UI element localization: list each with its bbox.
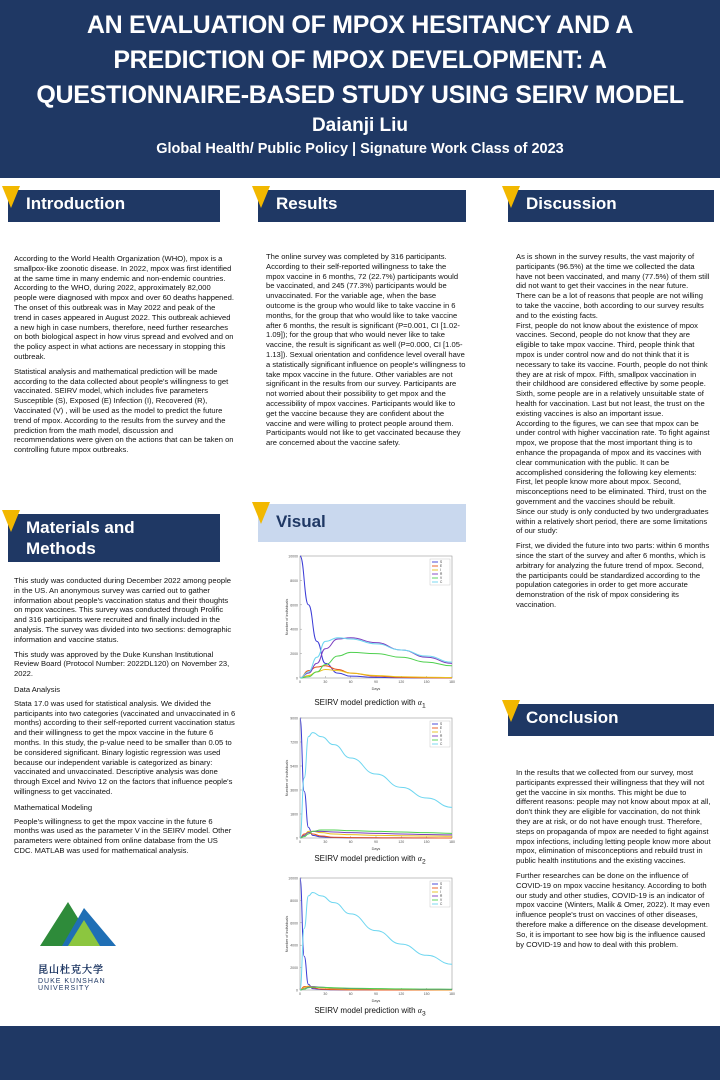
- legend-label: V: [440, 576, 443, 581]
- chart-caption: SEIRV model prediction with $\alpha_2$: [314, 854, 426, 866]
- discussion-heading: Discussion: [508, 190, 714, 222]
- poster-footer: [0, 1026, 720, 1080]
- x-tick-label: 180: [449, 680, 455, 684]
- y-axis-label: Number of individuals: [285, 598, 289, 636]
- legend-label: C: [440, 902, 443, 907]
- discussion-paragraph: According to the figures, we can see that mpox can be under control with higher vaccination rate. To fight against mpox, we propose that the most important thing is to enhance the propaganda of mpox and its vaccines with clear communication with the public. It can be accomplished considering the following key elements:: [516, 418, 710, 477]
- plot-area: [300, 878, 452, 990]
- title-line: QUESTIONNAIRE-BASED STUDY USING SEIRV MODEL: [36, 81, 684, 109]
- y-tick-label: 3600: [290, 788, 298, 793]
- results-heading: Results: [258, 190, 466, 222]
- introduction-heading: Introduction: [8, 190, 220, 222]
- y-tick-label: 10000: [288, 554, 298, 559]
- methods-paragraph: This study was approved by the Duke Kunshan Institutional Review Board (Protocol Number: 2022DL120) on November 23, 2022.: [14, 649, 230, 679]
- introduction-text: [14, 254, 234, 460]
- methods-paragraph: This study was conducted during December 2022 among people in the US. An anonymous survey was carried out to gather information about people's vaccination status and their thoughts on mpox vaccines. This survey was conducted through Prolific and 316 participants were recruited and finally included in the analysis. The survey was divided into two sections: demographic information and vaccine status.: [14, 576, 232, 644]
- legend-label: E: [440, 564, 443, 569]
- x-tick-label: 150: [423, 840, 430, 844]
- plot-area: [300, 718, 452, 838]
- title-line: PREDICTION OF MPOX DEVELOPMENT: A: [113, 46, 607, 74]
- x-tick-label: 120: [398, 680, 405, 684]
- logo-english-line: DUKE KUNSHAN: [38, 978, 106, 985]
- discussion-paragraph: As is shown in the survey results, the vast majority of participants (96.5%) at the time we collected the data have not been vaccinated, and many (77.5%) of them still did not want to get their vaccines in the near future. There can be a lot of reasons that people are not willing to take the vaccine, both according to our survey results and to the existing facts.: [516, 252, 710, 320]
- title-line: AN EVALUATION OF MPOX HESITANCY AND A: [86, 11, 634, 39]
- intro-paragraph: According to the World Health Organization (WHO), mpox is a smallpox-like zoonotic disease. In 2022, mpox was first identified at the same time in many endemic and non-endemic countries. According to the WHO, during 2022, approximately 82,000 people were diagnosed with mpox and over 60 deaths happened. The onset of this outbreak was in May 2022 and peak of the trend in cases appeared in August 2022. This outbreak achieved a new high in case numbers, therefore, need further researches on both biological aspect in how virus spread and evolved and on the policy aspect in what actions are necessary in stopping this outbreak.: [14, 254, 234, 361]
- x-tick-label: 0: [299, 992, 301, 996]
- poster-title: [0, 0, 720, 113]
- affiliation: Global Health/ Public Policy | Signature Work Class of 2023: [156, 141, 564, 157]
- x-tick-label: 120: [398, 992, 405, 996]
- y-tick-label: 0: [296, 836, 298, 841]
- y-tick-label: 2000: [290, 966, 298, 971]
- poster-header: [0, 0, 720, 178]
- y-tick-label: 8000: [290, 578, 298, 583]
- triangle-marker-icon: [252, 186, 270, 208]
- y-tick-label: 2000: [290, 652, 298, 657]
- legend-label: C: [440, 742, 443, 747]
- legend-label: R: [440, 734, 443, 739]
- x-tick-label: 60: [348, 992, 353, 996]
- seirv-chart-alpha1: [282, 550, 458, 692]
- discussion-paragraph: Since our study is only conducted by two undergraduates within a relatively short period, there are some limitations of our study:: [516, 506, 709, 536]
- triangle-marker-icon: [502, 700, 520, 722]
- chart-caption: SEIRV model prediction with $\alpha_1$: [314, 698, 426, 710]
- legend-label: I: [440, 568, 441, 573]
- discussion-paragraph: First, we divided the future into two parts: within 6 months since the start of the survey and after 6 months, which is arbitrary for analyzing the future trend of mpox. Second, the participants could be standardized according to the population categories in order to get more accurate demonstration of the risk of mpox considering its vaccination.: [516, 541, 710, 609]
- x-tick-label: 150: [423, 992, 430, 996]
- y-tick-label: 8000: [290, 898, 298, 903]
- x-tick-label: 90: [374, 680, 378, 684]
- logo-mountain-icon: [38, 894, 118, 952]
- chart-caption: SEIRV model prediction with $\alpha_3$: [314, 1006, 426, 1018]
- y-tick-label: 7200: [290, 740, 298, 745]
- x-axis-label: Days: [371, 999, 381, 1003]
- legend-label: I: [440, 730, 441, 735]
- legend-label: R: [440, 894, 443, 899]
- conclusion-paragraph: Further researches can be done on the influence of COVID-19 on mpox vaccine hesitancy. According to both our study and other studies, COVID-19 is an indicator of mpox vaccine (Winters, Malik & Omer, 2022). It may even influence people's trust on vaccines of other diseases, therefore make a difference on the disease development. So, it is important to see how big is the influence caused by COVID-19 and how to deal with this problem.: [516, 870, 710, 949]
- y-tick-label: 4000: [290, 943, 298, 948]
- x-tick-label: 180: [449, 840, 455, 844]
- y-tick-label: 6000: [290, 921, 298, 926]
- triangle-marker-icon: [252, 502, 270, 524]
- discussion-paragraph: First, let people know more about mpox. Second, misconceptions need to be eliminated. Third, trust on the government and the vaccines should be rebuilt.: [516, 477, 707, 506]
- logo-chinese-name: 昆山杜克大学: [38, 965, 104, 976]
- methods-heading: Materials and Methods: [8, 514, 220, 562]
- conclusion-paragraph: In the results that we collected from our survey, most participants expressed their willingness that they will not get the vaccine in six months. This might be due to different reasons: people may not know about mpox at all, don't think they are eligible for vaccination, do not think they are at risk, or do not have enough trust. Therefore, steps on propaganda of mpox are needed to fight against mpox infections, including letting people know more about mpox, elimination of misconceptions and rebuild trust in public health institutions and the existing vaccines.: [516, 768, 711, 866]
- x-axis-label: Days: [371, 847, 381, 851]
- methods-subheading: Data Analysis: [14, 684, 61, 694]
- x-tick-label: 30: [323, 840, 328, 844]
- triangle-marker-icon: [2, 186, 20, 208]
- conclusion-text: [516, 768, 712, 954]
- methods-paragraph: Stata 17.0 was used for statistical analysis. We divided the participants into two categories (vaccinated and unvaccinated in 6 months) according to their self-reported current vaccination status and their willingness to get the mpox vaccine in the future 6 months. In this study, the p-value need to be smaller than 0.05 to be considered significant. Binary logistic regression was used because our independent variable is categorized as binary: vaccinated and unvaccinated. Descriptive analysis was done through Excel and Nvivo 12 on the factors that influence people's willingness to get vaccinated.: [14, 698, 236, 796]
- x-tick-label: 0: [299, 680, 301, 684]
- x-tick-label: 60: [348, 840, 353, 844]
- legend-label: V: [440, 898, 443, 903]
- methods-subheading: Mathematical Modeling: [14, 802, 93, 812]
- x-tick-label: 60: [348, 680, 353, 684]
- dku-logo: [38, 894, 118, 1014]
- author-name: Daianji Liu: [311, 115, 409, 136]
- results-text: [266, 252, 466, 453]
- discussion-paragraph: First, people do not know about the existence of mpox vaccines. Second, people do not know that they are eligible to take mpox vaccine. Third, people think that mpox is under control now and do not think that it is necessary to take its vaccine. Fourth, people do not think they are at risk of mpox. Fifth, smallpox vaccination in their childhood are considered effective by some people. Sixth, some people are in a relatively unsuitable state of health for vaccination. Last but not least, the trust on the existing vaccines is also an important issue.: [516, 320, 708, 418]
- results-paragraph: The online survey was completed by 316 participants. According to their self-reported willingness to take the mpox vaccine in 6 months, 72 (22.7%) participants would be vaccinated, and 245 (77.3%) participants would be unvaccinated. For the variable age, when the base outcome is the group who would like to take vaccine in 6 months, for the group that who would like to take vaccine after 6 months, the result is significant (P=0.001, CI [1.02-1.09]); for the group that who would never like to take vaccine, the result is significant as well (P=0.000, CI [1.05-1.13]). Sexual orientation and confidence level overall have a statistically significant influence on people's willingness to take mpox vaccine in the future. Other variables are not significant in the results from our survey. Participants are not worried about their possibility to get mpox and the accessibility of mpox vaccines. Participants would like to get the vaccine because they are confident about the vaccine and were willing to protect people around them. Participants would not like to get vaccinated because they are concerned about the vaccine safety.: [266, 252, 466, 448]
- x-axis-label: Days: [371, 687, 381, 691]
- legend-label: V: [440, 738, 443, 743]
- triangle-marker-icon: [502, 186, 520, 208]
- intro-paragraph: Statistical analysis and mathematical prediction will be made according to the data collected about people's willingness to get vaccinated. SEIRV model, which includes five parameters Susceptible (S), Exposed (E) Infection (I), Recovered (R), Vaccinated (V) , will be used as the model to predict the future trend of mpox. According to the results from the survey and the prediction from the math model, discussion and recommendations were given on the actions that can be taken on controlling future mpox outbreaks.: [14, 366, 234, 455]
- seirv-chart-alpha3: [282, 872, 458, 1004]
- legend-label: E: [440, 726, 443, 731]
- methods-text: [14, 576, 236, 861]
- x-tick-label: 120: [398, 840, 405, 844]
- legend-label: E: [440, 886, 443, 891]
- legend-label: S: [440, 722, 443, 727]
- y-tick-label: 0: [296, 988, 298, 993]
- y-tick-label: 6000: [290, 603, 298, 608]
- triangle-marker-icon: [2, 510, 20, 532]
- legend-label: C: [440, 580, 443, 585]
- y-tick-label: 10000: [288, 876, 298, 881]
- x-tick-label: 180: [449, 992, 455, 996]
- y-tick-label: 9000: [290, 716, 298, 721]
- y-tick-label: 5400: [290, 764, 298, 769]
- legend-label: S: [440, 882, 443, 887]
- x-tick-label: 150: [423, 680, 430, 684]
- x-tick-label: 90: [374, 840, 378, 844]
- legend-label: R: [440, 572, 443, 577]
- x-tick-label: 30: [323, 992, 328, 996]
- legend-label: I: [440, 890, 441, 895]
- methods-paragraph: People's willingness to get the mpox vaccine in the future 6 months was used as the parameter V in the SEIRV model. Other parameters were obtained from online database from the US CDC. MATLAB was used for mathematical analysis.: [14, 816, 232, 855]
- y-axis-label: Number of individuals: [285, 915, 289, 953]
- x-tick-label: 90: [374, 992, 378, 996]
- y-tick-label: 4000: [290, 627, 298, 632]
- poster-body: [0, 178, 720, 1026]
- seirv-chart-alpha2: [282, 712, 458, 852]
- discussion-text: [516, 252, 710, 615]
- y-tick-label: 1800: [290, 812, 298, 817]
- conclusion-heading: Conclusion: [508, 704, 714, 736]
- visual-heading: Visual: [258, 504, 466, 542]
- y-axis-label: Number of individuals: [285, 759, 289, 797]
- logo-english-line: UNIVERSITY: [38, 985, 91, 992]
- y-tick-label: 0: [296, 676, 298, 681]
- x-tick-label: 30: [323, 680, 328, 684]
- legend-label: S: [440, 560, 443, 565]
- x-tick-label: 0: [299, 840, 301, 844]
